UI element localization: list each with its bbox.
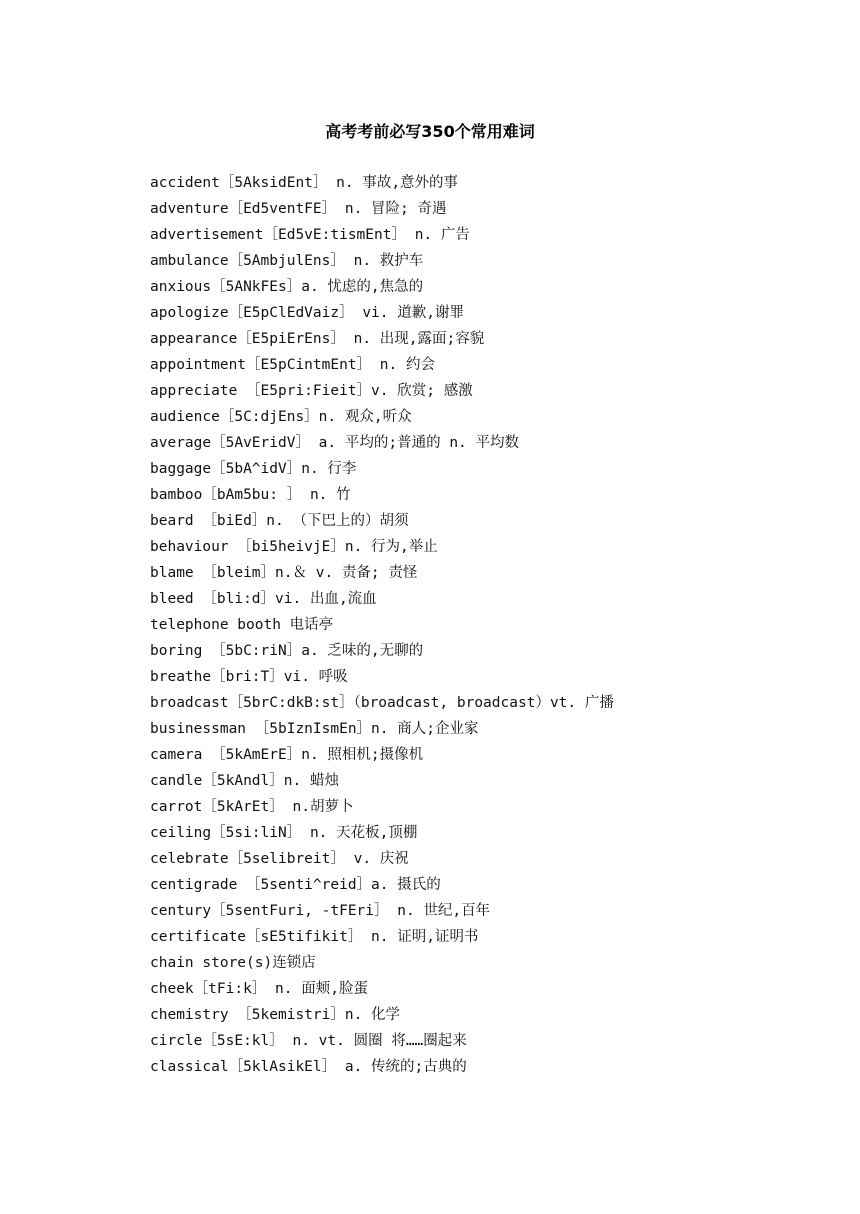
vocabulary-entry: centigrade ［5senti^reid］a. 摄氏的 bbox=[150, 877, 441, 893]
vocabulary-entry: celebrate［5selibreit］ v. 庆祝 bbox=[150, 851, 409, 867]
vocabulary-entry: ambulance［5AmbjulEns］ n. 救护车 bbox=[150, 253, 424, 269]
vocabulary-entry: broadcast［5brC:dkB:st］（broadcast, broadcast）vt. 广播 bbox=[150, 695, 614, 711]
vocabulary-entry: apologize［E5pClEdVaiz］ vi. 道歉,谢罪 bbox=[150, 305, 464, 321]
vocabulary-entry: baggage［5bA^idV］n. 行李 bbox=[150, 461, 357, 477]
vocabulary-entry: audience［5C:djEns］n. 观众,听众 bbox=[150, 409, 412, 425]
vocabulary-entry: appointment［E5pCintmEnt］ n. 约会 bbox=[150, 357, 435, 373]
vocabulary-entry: behaviour ［bi5heivjE］n. 行为,举止 bbox=[150, 539, 438, 555]
vocabulary-entry: accident［5AksidEnt］ n. 事故,意外的事 bbox=[150, 175, 459, 191]
vocabulary-entry: ceiling［5si:liN］ n. 天花板,顶棚 bbox=[150, 825, 418, 841]
vocabulary-entry: adventure［Ed5ventFE］ n. 冒险; 奇遇 bbox=[150, 201, 447, 217]
vocabulary-entry: beard ［biEd］n. （下巴上的）胡须 bbox=[150, 513, 409, 529]
vocabulary-entry: classical［5klAsikEl］ a. 传统的;古典的 bbox=[150, 1059, 467, 1075]
vocabulary-entry: circle［5sE:kl］ n. vt. 圆圈 将……圈起来 bbox=[150, 1033, 467, 1049]
vocabulary-entry: century［5sentFuri, -tFEri］ n. 世纪,百年 bbox=[150, 903, 491, 919]
vocabulary-entry: chain store(s)连锁店 bbox=[150, 955, 316, 971]
vocabulary-entry: cheek［tFi:k］ n. 面颊,脸蛋 bbox=[150, 981, 368, 997]
vocabulary-entry: bamboo［bAm5bu: ］ n. 竹 bbox=[150, 487, 351, 503]
vocabulary-entry: chemistry ［5kemistri］n. 化学 bbox=[150, 1007, 401, 1023]
vocabulary-entry: certificate［sE5tifikit］ n. 证明,证明书 bbox=[150, 929, 479, 945]
vocabulary-entry: telephone booth 电话亭 bbox=[150, 617, 334, 633]
page-title: 高考考前必写350个常用难词 bbox=[325, 122, 535, 141]
vocabulary-entry: businessman ［5bIznIsmEn］n. 商人;企业家 bbox=[150, 721, 479, 737]
vocabulary-entry: bleed ［bli:d］vi. 出血,流血 bbox=[150, 591, 377, 607]
vocabulary-entry: blame ［bleim］n.＆ v. 责备; 责怪 bbox=[150, 565, 418, 581]
vocabulary-entry: anxious［5ANkFEs］a. 忧虑的,焦急的 bbox=[150, 279, 424, 295]
vocabulary-entry: camera ［5kAmErE］n. 照相机;摄像机 bbox=[150, 747, 424, 763]
vocabulary-entry: advertisement［Ed5vE:tismEnt］ n. 广告 bbox=[150, 227, 470, 243]
vocabulary-entry: carrot［5kArEt］ n.胡萝卜 bbox=[150, 799, 354, 815]
vocabulary-list bbox=[150, 170, 830, 1080]
vocabulary-entry: average［5AvEridV］ a. 平均的;普通的 n. 平均数 bbox=[150, 435, 520, 451]
vocabulary-entry: candle［5kAndl］n. 蜡烛 bbox=[150, 773, 339, 789]
vocabulary-entry: boring ［5bC:riN］a. 乏味的,无聊的 bbox=[150, 643, 424, 659]
vocabulary-entry: appearance［E5piErEns］ n. 出现,露面;容貌 bbox=[150, 331, 485, 347]
vocabulary-entry: appreciate ［E5pri:Fieit］v. 欣赏; 感激 bbox=[150, 383, 473, 399]
vocabulary-entry: breathe［bri:T］vi. 呼吸 bbox=[150, 669, 348, 685]
